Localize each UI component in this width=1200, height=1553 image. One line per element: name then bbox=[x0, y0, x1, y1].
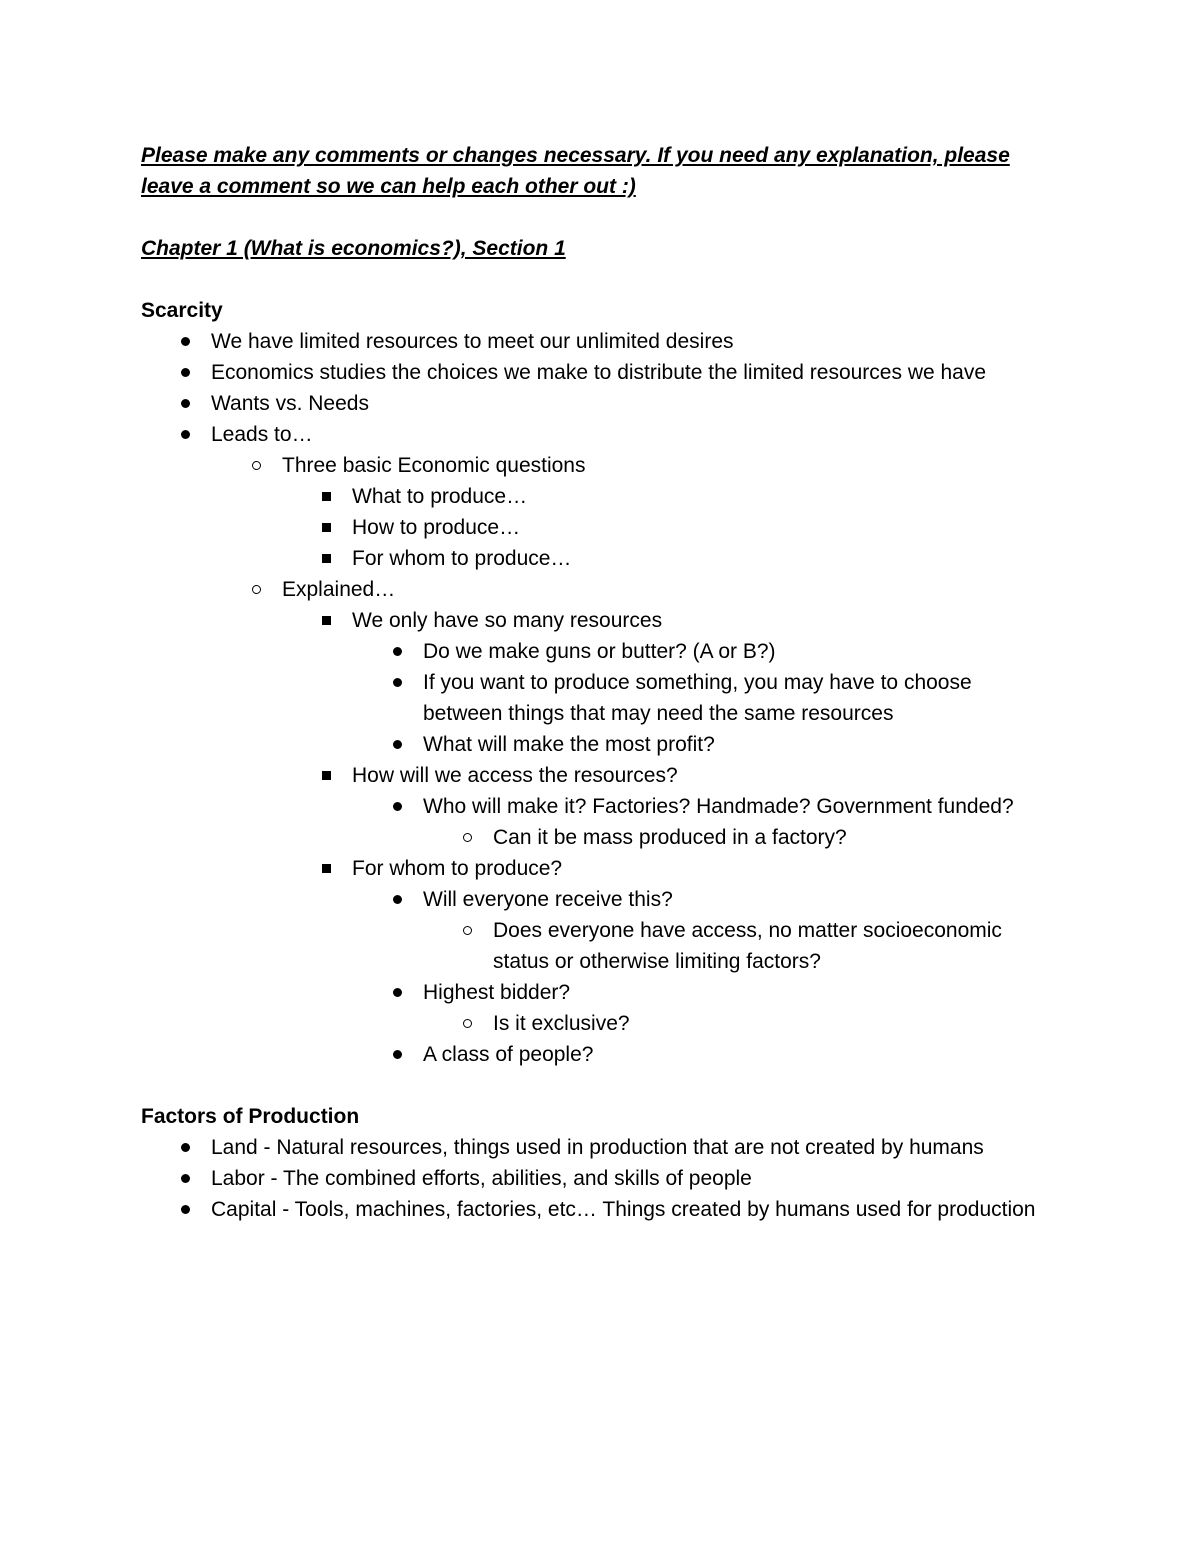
intro-note: Please make any comments or changes necessary. If you need any explanation, please leave a comment so we can help each other out :) bbox=[141, 144, 1010, 198]
list-item: Capital - Tools, machines, factories, etc… Things created by humans used for production bbox=[211, 1198, 1036, 1221]
list-item: We have limited resources to meet our unlimited desires bbox=[211, 330, 734, 353]
list-item: Does everyone have access, no matter socioeconomic status or otherwise limiting factors? bbox=[493, 919, 1002, 973]
list-item: Can it be mass produced in a factory? bbox=[493, 826, 847, 849]
list-item: How to produce… bbox=[352, 516, 521, 539]
list-item: What to produce… bbox=[352, 485, 528, 508]
scarcity-list bbox=[141, 326, 1051, 450]
list-item: Wants vs. Needs bbox=[211, 392, 369, 415]
resources-sublist bbox=[141, 636, 1051, 760]
list-item: If you want to produce something, you may have to choose between things that may need the same resources bbox=[423, 671, 972, 725]
bidder-sublist bbox=[141, 977, 1051, 1008]
document-page bbox=[141, 140, 1051, 1225]
list-item: What will make the most profit? bbox=[423, 733, 715, 756]
list-item: Three basic Economic questions bbox=[282, 454, 586, 477]
list-item: Explained… bbox=[282, 578, 396, 601]
list-item: For whom to produce… bbox=[352, 547, 572, 570]
access-list bbox=[141, 760, 1051, 791]
list-item: Land - Natural resources, things used in production that are not created by humans bbox=[211, 1136, 984, 1159]
factors-heading: Factors of Production bbox=[141, 1105, 360, 1128]
list-item: A class of people? bbox=[423, 1043, 594, 1066]
class-sublist bbox=[141, 1039, 1051, 1070]
access-sublist bbox=[141, 791, 1051, 822]
exclusive-sublist bbox=[141, 1008, 1051, 1039]
list-item: Labor - The combined efforts, abilities, and skills of people bbox=[211, 1167, 752, 1190]
factors-list bbox=[141, 1132, 1051, 1225]
list-item: We only have so many resources bbox=[352, 609, 663, 632]
everyone-sublist bbox=[141, 884, 1051, 915]
for-whom-list bbox=[141, 853, 1051, 884]
list-item: Economics studies the choices we make to distribute the limited resources we have bbox=[211, 361, 987, 384]
list-item: Leads to… bbox=[211, 423, 313, 446]
scarcity-heading: Scarcity bbox=[141, 299, 223, 322]
list-item: Do we make guns or butter? (A or B?) bbox=[423, 640, 776, 663]
list-item: Is it exclusive? bbox=[493, 1012, 630, 1035]
explained-list bbox=[141, 574, 1051, 605]
list-item: Who will make it? Factories? Handmade? Government funded? bbox=[423, 795, 1014, 818]
questions-list bbox=[141, 481, 1051, 574]
list-item: For whom to produce? bbox=[352, 857, 563, 880]
chapter-title: Chapter 1 (What is economics?), Section 1 bbox=[141, 237, 566, 260]
list-item: Will everyone receive this? bbox=[423, 888, 673, 911]
list-item: How will we access the resources? bbox=[352, 764, 678, 787]
access-question-sublist bbox=[141, 915, 1051, 977]
mass-sublist bbox=[141, 822, 1051, 853]
explained-sublist bbox=[141, 605, 1051, 636]
list-item: Highest bidder? bbox=[423, 981, 571, 1004]
leads-to-list bbox=[141, 450, 1051, 481]
